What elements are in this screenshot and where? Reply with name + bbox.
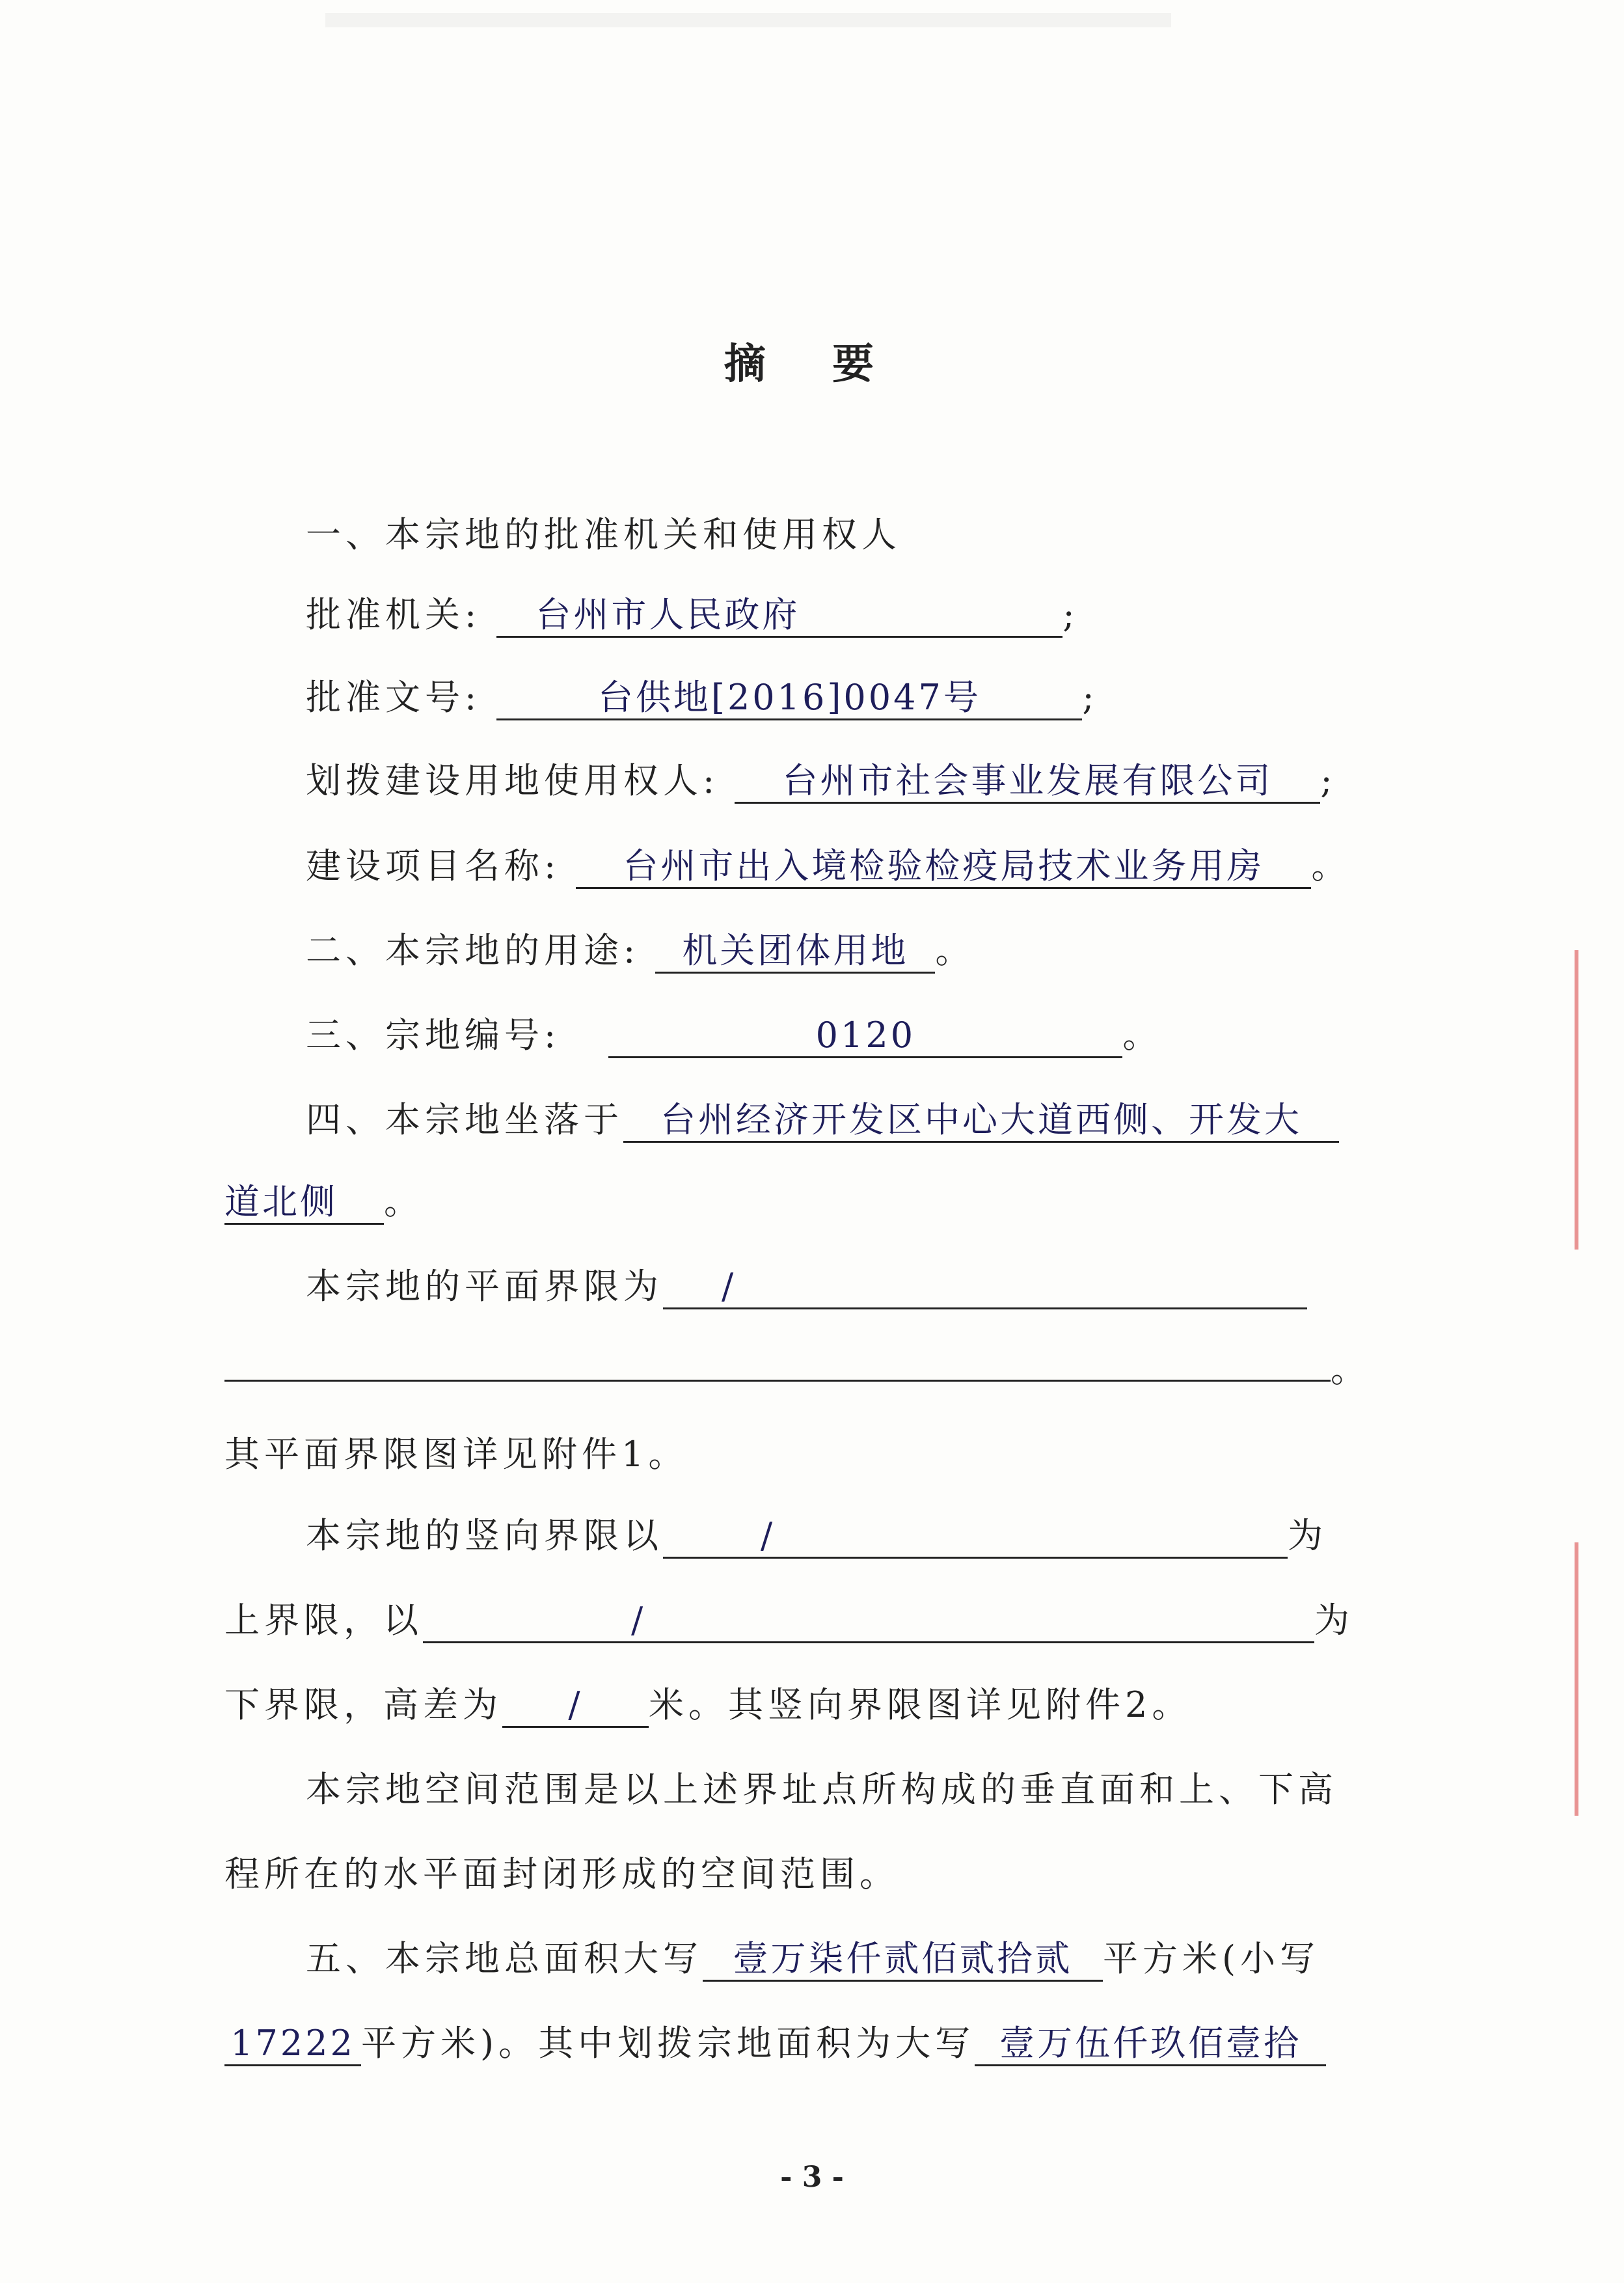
land-user-end: ; bbox=[1320, 760, 1337, 801]
location-end: 。 bbox=[384, 1181, 424, 1222]
approval-authority-row bbox=[306, 592, 1079, 638]
space-desc-line2: 程所在的水平面封闭形成的空间范围。 bbox=[224, 1853, 899, 1894]
parcel-number-end: 。 bbox=[1122, 1015, 1163, 1056]
parcel-number-row bbox=[306, 1013, 1162, 1058]
land-user-label: 划拨建设用地使用权人: bbox=[306, 760, 720, 801]
lower-boundary-prefix: 上界限，以 bbox=[224, 1600, 423, 1641]
approval-authority-end: ; bbox=[1062, 594, 1079, 635]
lower-boundary-field: / bbox=[423, 1600, 1314, 1643]
land-user-row bbox=[306, 758, 1337, 804]
plane-boundary-field: / bbox=[663, 1266, 1307, 1309]
area-row bbox=[306, 1936, 1320, 1982]
land-use-field: 机关团体用地 bbox=[655, 930, 935, 974]
upper-boundary-suffix: 为 bbox=[1288, 1515, 1327, 1556]
land-use-label: 二、本宗地的用途: bbox=[306, 930, 640, 971]
seal-stamp-fragment bbox=[1575, 950, 1624, 1250]
location-field-line2: 道北侧 bbox=[224, 1181, 384, 1225]
project-name-end: 。 bbox=[1311, 845, 1351, 886]
approval-authority-field: 台州市人民政府 bbox=[496, 594, 1062, 638]
land-use-row bbox=[306, 928, 975, 974]
plane-boundary-label: 本宗地的平面界限为 bbox=[306, 1266, 663, 1307]
area-middle: 平方米)。其中划拨宗地面积为大写 bbox=[361, 2023, 975, 2064]
lower-boundary-suffix: 为 bbox=[1314, 1600, 1354, 1641]
allocated-area-field: 壹万伍仟玖佰壹拾 bbox=[975, 2023, 1326, 2066]
land-use-end: 。 bbox=[935, 930, 975, 971]
parcel-number-field: 0120 bbox=[608, 1015, 1122, 1058]
project-name-field: 台州市出入境检验检疫局技术业务用房 bbox=[576, 845, 1311, 889]
plane-boundary-continuation bbox=[224, 1380, 1331, 1382]
upper-boundary-field: / bbox=[663, 1515, 1288, 1559]
project-name-label: 建设项目名称: bbox=[306, 845, 561, 886]
approval-number-label: 批准文号: bbox=[306, 677, 481, 718]
area-suffix: 平方米(小写 bbox=[1103, 1938, 1320, 1979]
location-field-line1: 台州经济开发区中心大道西侧、开发大 bbox=[623, 1099, 1339, 1143]
plane-boundary-end: 。 bbox=[1331, 1349, 1370, 1390]
approval-authority-label: 批准机关: bbox=[306, 594, 481, 635]
seal-stamp-fragment bbox=[1575, 1542, 1624, 1816]
area-upper-field: 壹万柒仟贰佰贰拾贰 bbox=[703, 1938, 1103, 1982]
plane-boundary-row bbox=[306, 1264, 1307, 1309]
section1-heading: 一、本宗地的批准机关和使用权人 bbox=[306, 514, 901, 555]
location-label: 四、本宗地坐落于 bbox=[306, 1099, 623, 1140]
location-row bbox=[306, 1097, 1339, 1143]
height-diff-field: / bbox=[502, 1684, 649, 1728]
approval-number-field: 台供地[2016]0047号 bbox=[496, 677, 1082, 720]
scan-artifact bbox=[325, 13, 1171, 27]
plane-boundary-note: 其平面界限图详见附件1。 bbox=[224, 1434, 688, 1475]
page-number: - 3 - bbox=[780, 2161, 844, 2194]
area-row-2 bbox=[224, 2021, 1326, 2066]
location-row-2 bbox=[224, 1179, 424, 1225]
area-lower-field: 17222 bbox=[224, 2023, 361, 2066]
height-diff-prefix: 下界限，高差为 bbox=[224, 1684, 502, 1725]
space-desc-line1: 本宗地空间范围是以上述界址点所构成的垂直面和上、下高 bbox=[306, 1769, 1338, 1810]
vertical-boundary-row bbox=[306, 1513, 1327, 1559]
land-user-field: 台州市社会事业发展有限公司 bbox=[735, 760, 1320, 804]
page-title: 摘 要 bbox=[724, 340, 900, 389]
plane-boundary-row-2 bbox=[224, 1347, 1370, 1393]
approval-number-row bbox=[306, 675, 1099, 720]
height-diff-suffix: 米。其竖向界限图详见附件2。 bbox=[649, 1684, 1192, 1725]
vertical-boundary-label: 本宗地的竖向界限以 bbox=[306, 1515, 663, 1556]
area-prefix: 五、本宗地总面积大写 bbox=[306, 1938, 703, 1979]
approval-number-end: ; bbox=[1082, 677, 1099, 718]
parcel-number-label: 三、宗地编号: bbox=[306, 1015, 561, 1056]
lower-boundary-row bbox=[224, 1598, 1354, 1643]
height-diff-row bbox=[224, 1682, 1191, 1728]
project-name-row bbox=[306, 843, 1351, 889]
